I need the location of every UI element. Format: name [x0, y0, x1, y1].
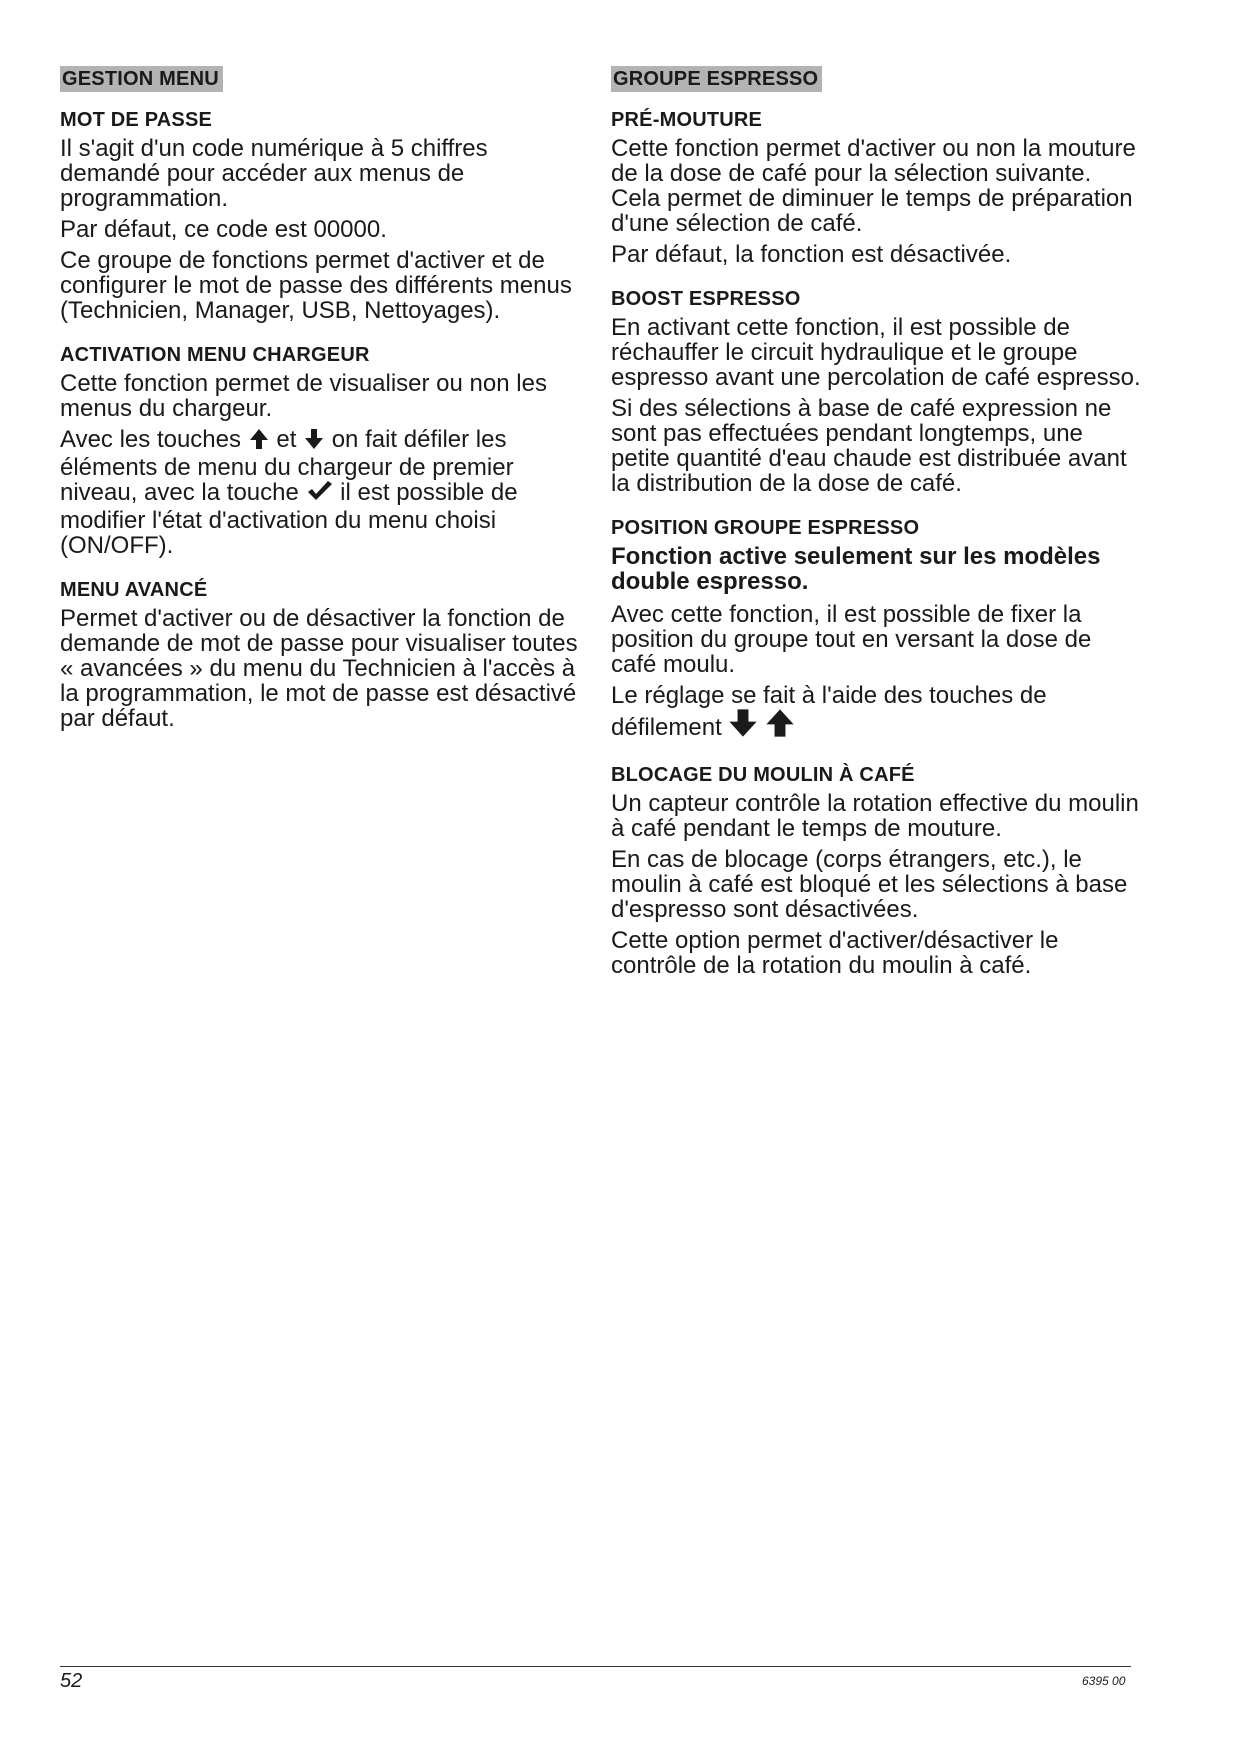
- paragraph: Avec cette fonction, il est possible de fixer la position du groupe tout en versant la dose de café moulu.: [611, 601, 1092, 678]
- paragraph: Cette fonction permet de visualiser ou non les menus du chargeur.: [60, 370, 547, 422]
- menu-avance-heading: MENU AVANCÉ: [60, 579, 208, 601]
- boost-section: [611, 285, 1141, 496]
- paragraph: Par défaut, la fonction est désactivée.: [611, 241, 1012, 268]
- section-band-gestion-menu: GESTION MENU: [60, 66, 223, 92]
- text-run: il est possible de modifier l'état d'activation du menu choisi (ON/OFF).: [60, 479, 518, 559]
- paragraph: En activant cette fonction, il est possible de réchauffer le circuit hydraulique et le groupe espresso avant une percolation de café espresso.: [611, 314, 1141, 391]
- activation-heading: ACTIVATION MENU CHARGEUR: [60, 344, 370, 366]
- mot-de-passe-section: [60, 106, 580, 323]
- arrow-up-icon: [765, 708, 795, 743]
- mot-de-passe-heading: MOT DE PASSE: [60, 109, 213, 131]
- paragraph: Il s'agit d'un code numérique à 5 chiffres demandé pour accéder aux menus de programmation.: [60, 135, 488, 212]
- document-code: 6395 00: [1082, 1674, 1126, 1688]
- paragraph: Ce groupe de fonctions permet d'activer et de configurer le mot de passe des différents menus (Technicien, Manager, USB, Nettoyages).: [60, 247, 572, 324]
- paragraph: Cette fonction permet d'activer ou non la mouture de la dose de café pour la sélection suivante. Cela permet de diminuer le temps de préparation d'une sélection de café.: [611, 135, 1136, 237]
- arrow-up-icon: [248, 428, 270, 455]
- text-run: et: [276, 426, 297, 453]
- left-column: [60, 66, 580, 749]
- text-run: Le réglage se fait à l'aide des touches de défilement: [611, 682, 1047, 741]
- paragraph-with-icons: [611, 683, 1141, 743]
- text-run: on fait défiler les éléments de menu du chargeur de premier niveau, avec la touche: [60, 426, 514, 506]
- right-column: [611, 66, 1141, 996]
- pre-mouture-section: [611, 106, 1141, 267]
- menu-avance-section: [60, 576, 580, 731]
- paragraph: Un capteur contrôle la rotation effective du moulin à café pendant le temps de mouture.: [611, 790, 1139, 842]
- blocage-heading: BLOCAGE DU MOULIN À CAFÉ: [611, 764, 915, 786]
- paragraph: En cas de blocage (corps étrangers, etc.), le moulin à café est bloqué et les sélections à base d'espresso sont désactivées.: [611, 846, 1128, 923]
- position-heading: POSITION GROUPE ESPRESSO: [611, 517, 920, 539]
- blocage-section: [611, 761, 1141, 978]
- boost-heading: BOOST ESPRESSO: [611, 288, 801, 310]
- check-icon: [306, 481, 334, 508]
- text-run: Avec les touches: [60, 426, 241, 453]
- activation-section: [60, 341, 580, 558]
- arrow-down-icon: [728, 708, 758, 743]
- paragraph: Si des sélections à base de café expression ne sont pas effectuées pendant longtemps, une petite quantité d'eau chaude est distribuée avant la distribution de la dose de café.: [611, 395, 1127, 497]
- arrow-down-icon: [303, 428, 325, 455]
- paragraph: Permet d'activer ou de désactiver la fonction de demande de mot de passe pour visualiser toutes « avancées » du menu du Technicien à l'accès à la programmation, le mot de passe est désactivé par défaut.: [60, 605, 578, 732]
- page-number: 52: [60, 1670, 83, 1692]
- position-section: [611, 514, 1141, 743]
- paragraph-with-icons: [60, 427, 580, 558]
- paragraph: Par défaut, ce code est 00000.: [60, 216, 387, 243]
- footer-rule: [60, 1666, 1131, 1667]
- paragraph: Cette option permet d'activer/désactiver le contrôle de la rotation du moulin à café.: [611, 927, 1059, 979]
- section-band-groupe-espresso: GROUPE ESPRESSO: [611, 66, 822, 92]
- pre-mouture-heading: PRÉ-MOUTURE: [611, 109, 763, 131]
- model-note: Fonction active seulement sur les modèles double espresso.: [611, 543, 1101, 595]
